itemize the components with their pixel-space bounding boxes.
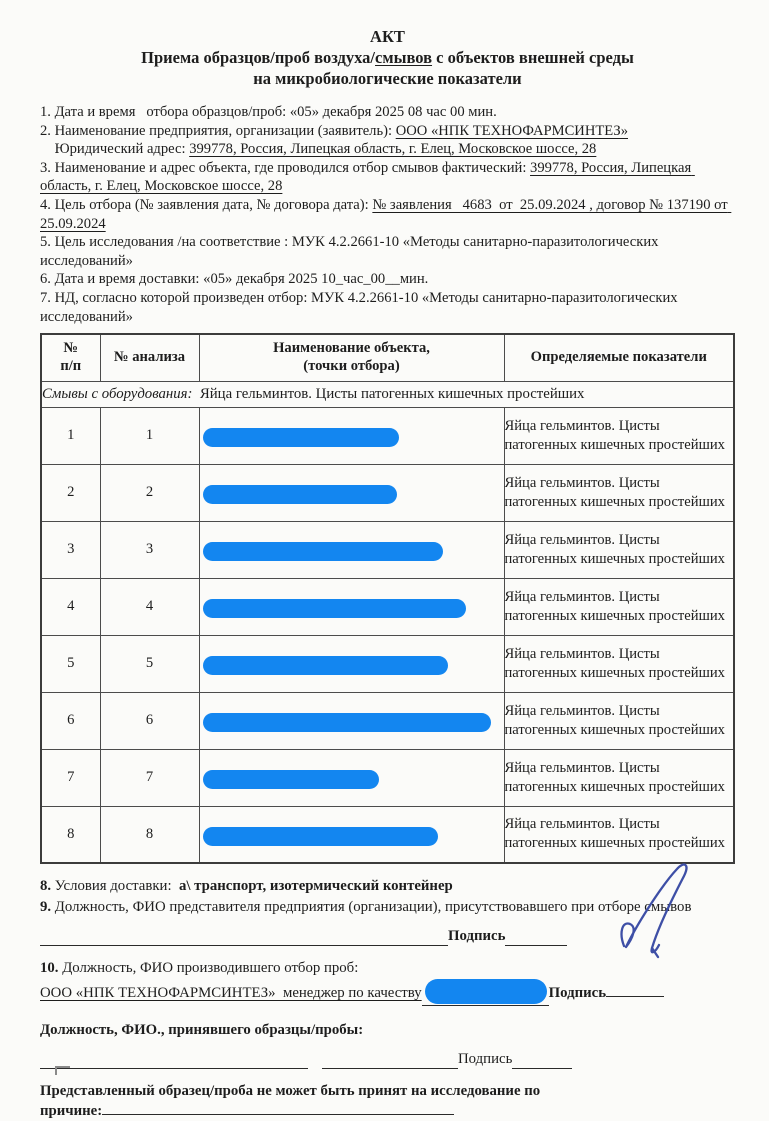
table-header-row	[41, 334, 734, 381]
redaction-bar	[203, 428, 399, 447]
analysis-number-cell: 2	[100, 464, 199, 521]
item-1-date-sampling	[40, 103, 735, 122]
name-blank-line	[40, 932, 448, 946]
item-1-label: 1. Дата и время отбора образцов/проб:	[40, 104, 290, 120]
row-number-cell: 2	[41, 464, 100, 521]
table-row	[41, 407, 734, 464]
section-11-receiver	[40, 1021, 735, 1069]
section-9-number: 9.	[40, 899, 52, 916]
analysis-number-cell: 6	[100, 692, 199, 749]
document-title	[40, 26, 735, 89]
table-row	[41, 464, 734, 521]
table-section-row	[41, 381, 734, 407]
redaction-bar	[203, 827, 438, 846]
item-6-value: «05» декабря 2025 10_час_00__мин.	[203, 271, 429, 288]
redaction-bar	[203, 542, 443, 561]
title-line-1: АКТ	[370, 27, 405, 46]
table-row	[41, 578, 734, 635]
item-4-purpose	[40, 196, 735, 233]
item-7-normative-doc: 7. НД, согласно которой произведен отбор: МУК 4.2.2661-10 «Методы санитарно-паразитологических исследований»	[40, 289, 682, 325]
section-11-signature-row	[40, 1049, 735, 1069]
indicators-cell: Яйца гельминтов. Цисты патогенных кишечных простейших	[504, 635, 734, 692]
indicators-cell: Яйца гельминтов. Цисты патогенных кишечных простейших	[504, 578, 734, 635]
section-11-signature-label: Подпись	[458, 1051, 513, 1068]
item-3-label: 3. Наименование и адрес объекта, где проводился отбор смывов фактический:	[40, 159, 531, 176]
item-6-delivery-date	[40, 270, 735, 289]
analysis-number-cell: 8	[100, 806, 199, 863]
section-10-org-line	[40, 979, 735, 1006]
signature-blank-line	[512, 1055, 572, 1069]
indicators-cell: Яйца гельминтов. Цисты патогенных кишечных простейших	[504, 749, 734, 806]
section-row-cell	[41, 381, 734, 407]
redaction-bar	[203, 713, 491, 732]
act-fields	[40, 103, 735, 326]
header-indicators: Определяемые показатели	[504, 334, 734, 381]
reason-blank-line	[102, 1101, 454, 1115]
section-10-org-position: ООО «НПК ТЕХНОФАРМСИНТЕЗ» менеджер по качеству	[40, 985, 422, 1002]
redaction-bar	[203, 599, 466, 618]
object-name-cell	[199, 692, 504, 749]
item-2b-legal-address	[40, 140, 735, 159]
section-8-number: 8.	[40, 878, 52, 895]
indicators-cell: Яйца гельминтов. Цисты патогенных кишечных простейших	[504, 407, 734, 464]
item-5-research-purpose: 5. Цель исследования /на соответствие : МУК 4.2.2661-10 «Методы санитарно-паразитологических исследований»	[40, 234, 663, 269]
section-12-rejection	[40, 1082, 735, 1121]
section-10-label: Должность, ФИО производившего отбор проб:	[58, 960, 359, 977]
object-name-cell	[199, 578, 504, 635]
section-row-text: Яйца гельминтов. Цисты патогенных кишечных простейших	[192, 385, 585, 402]
object-name-cell	[199, 407, 504, 464]
table-row	[41, 635, 734, 692]
analysis-number-cell: 1	[100, 407, 199, 464]
table-row	[41, 749, 734, 806]
section-10-signature-label: Подпись	[548, 985, 607, 1002]
object-name-cell	[199, 521, 504, 578]
object-name-cell	[199, 749, 504, 806]
object-name-cell	[199, 806, 504, 863]
row-number-cell: 6	[41, 692, 100, 749]
header-object-name: Наименование объекта, (точки отбора)	[199, 334, 504, 381]
section-row-italic-label: Смывы с оборудования:	[42, 385, 193, 402]
analysis-number-cell: 7	[100, 749, 199, 806]
object-name-cell	[199, 464, 504, 521]
item-2b-value: 399778, Россия, Липецкая область, г. Елец, Московское шоссе, 28	[189, 141, 597, 158]
redaction-pill-holder	[422, 979, 549, 1006]
item-3-object-address	[40, 159, 735, 196]
indicators-cell: Яйца гельминтов. Цисты патогенных кишечных простейших	[504, 692, 734, 749]
redaction-bar	[203, 770, 379, 789]
item-2b-label: Юридический адрес:	[40, 141, 190, 158]
table-row	[41, 521, 734, 578]
analysis-number-cell: 4	[100, 578, 199, 635]
redaction-bar	[203, 656, 448, 675]
signature-blank-line	[606, 983, 664, 997]
table-row	[41, 806, 734, 863]
title-line-3: на микробиологические показатели	[253, 69, 522, 88]
analysis-number-cell: 3	[100, 521, 199, 578]
title-line-2-pre: Приема образцов/проб воздуха/	[141, 48, 376, 67]
header-row-number: № п/п	[41, 334, 100, 381]
header-analysis-number: № анализа	[100, 334, 199, 381]
section-10-sampler	[40, 959, 735, 1006]
name-blank-line-2	[322, 1055, 458, 1069]
item-2-organization	[40, 122, 735, 141]
signature-blank-line	[505, 932, 567, 946]
item-2-label: 2. Наименование предприятия, организации (заявитель):	[40, 122, 396, 139]
table-row	[41, 692, 734, 749]
indicators-cell: Яйца гельминтов. Цисты патогенных кишечных простейших	[504, 521, 734, 578]
item-2-value: ООО «НПК ТЕХНОФАРМСИНТЕЗ»	[395, 122, 629, 139]
object-name-cell	[199, 635, 504, 692]
item-1-value: «05» декабря 2025 08 час 00 мин.	[289, 104, 497, 120]
section-12-line-1: Представленный образец/проба не может быть принят на исследование по	[40, 1083, 541, 1100]
title-line-2-post: с объектов внешней среды	[432, 48, 634, 67]
row-number-cell: 7	[41, 749, 100, 806]
samples-table	[40, 333, 735, 864]
section-9-label: Должность, ФИО представителя предприятия (организации), присутствовавшего при отборе смывов	[51, 899, 692, 916]
section-11-label: Должность, ФИО., принявшего образцы/пробы:	[40, 1022, 364, 1039]
section-8-label: Условия доставки:	[51, 878, 179, 895]
analysis-number-cell: 5	[100, 635, 199, 692]
indicators-cell: Яйца гельминтов. Цисты патогенных кишечных простейших	[504, 806, 734, 863]
section-9-signature-label: Подпись	[448, 928, 506, 945]
item-4-value: № заявления 4683 от 25.09.2024 , договор № 137190 от 25.09.2024	[40, 196, 732, 232]
title-line-2-underlined: смывов	[375, 48, 433, 67]
scan-artifact	[55, 1066, 70, 1075]
redaction-bar	[203, 485, 397, 504]
row-number-cell: 5	[41, 635, 100, 692]
row-number-cell: 3	[41, 521, 100, 578]
row-number-cell: 1	[41, 407, 100, 464]
section-12-line-2: причине:	[40, 1101, 735, 1121]
item-3-value: 399778, Россия, Липецкая область, г. Елец, Московское шоссе, 28	[40, 159, 695, 195]
section-10-number: 10.	[40, 960, 59, 977]
item-6-label: 6. Дата и время доставки:	[40, 271, 204, 288]
indicators-cell: Яйца гельминтов. Цисты патогенных кишечных простейших	[504, 464, 734, 521]
section-8-value: а\ транспорт, изотермический контейнер	[178, 878, 453, 895]
row-number-cell: 8	[41, 806, 100, 863]
row-number-cell: 4	[41, 578, 100, 635]
name-blank-line	[40, 1055, 308, 1069]
handwritten-signature-ink	[612, 860, 716, 966]
redaction-pill	[425, 979, 547, 1004]
title-line-2	[40, 47, 735, 68]
item-4-label: 4. Цель отбора (№ заявления дата, № договора дата):	[40, 196, 373, 213]
